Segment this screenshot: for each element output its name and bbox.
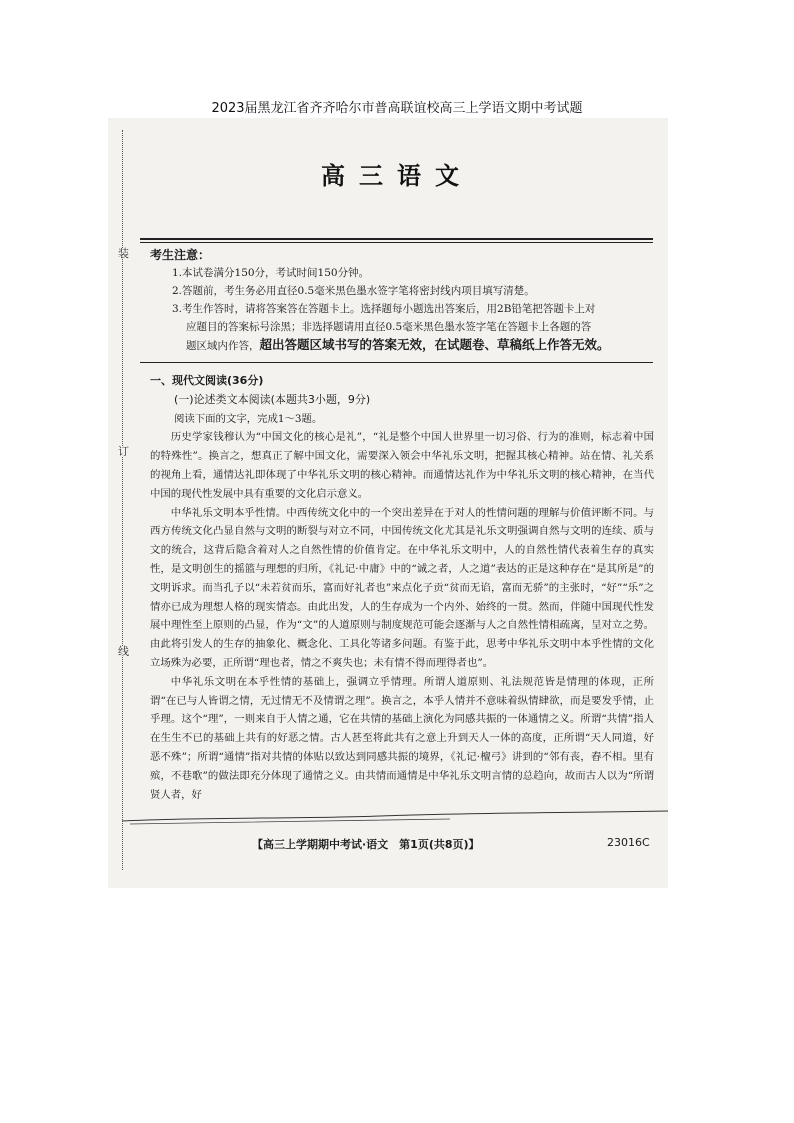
notice-item-3: 3.考生作答时，请将答案答在答题卡上。选择题每小题选出答案后，用2B铅笔把答题卡上对: [172, 303, 596, 315]
binding-line: [122, 130, 123, 870]
notice-separator: [140, 362, 653, 363]
binding-mark-ding: 订: [118, 445, 129, 458]
document-title: 2023届黑龙江省齐齐哈尔市普高联谊校高三上学语文期中考试题: [211, 101, 583, 116]
subsection-heading: (一)论述类文本阅读(本题共3小题，9分): [174, 392, 371, 406]
section-heading: 一、现代文阅读(36分): [150, 374, 264, 387]
binding-mark-xian: 线: [118, 645, 129, 658]
passage-paragraph-1: 历史学家钱穆认为“中国文化的核心是礼”，“礼是整个中国人世界里一切习俗、行为的准则，标志着中国的特殊性”。换言之，想真正了解中国文化，需要深入领会中华礼乐文明，把握其核心精神。站在情、礼关系的视角上看，通情达礼即体现了中华礼乐文明的核心精神。而通情达礼作为中华礼乐文明的核心精神，在当代中国的现代性发展中具有重要的文化启示意义。: [150, 431, 654, 500]
notice-warning-bold: 超出答题区域书写的答案无效，在试题卷、草稿纸上作答无效。: [259, 337, 610, 352]
binding-mark-zhuang: 装: [118, 247, 129, 260]
notice-item-1: 1.本试卷满分150分，考试时间150分钟。: [172, 267, 370, 279]
notice-item-3-cont: 应题目的答案标号涂黑；非选择题请用直径0.5毫米黑色墨水签字笔在答题卡上各题的答: [186, 321, 592, 333]
footer-exam-code: 23016C: [607, 836, 650, 849]
passage-paragraph-2: 中华礼乐文明本乎性情。中西传统文化中的一个突出差异在于对人的性情问题的理解与价值评断不同。与西方传统文化凸显自然与文明的断裂与对立不同，中国传统文化尤其是礼乐文明强调自然与文明的连续、质与文的统合，这背后隐含着对人之自然性情的价值肯定。在中华礼乐文明中，人的自然性情代表着生存的真实性，是文明创生的摇篮与理想的归所，《礼记·中庸》中的“诚之者，人之道”表达的正是这种存在“是其所是”的文明诉求。而当孔子以“未若贫而乐，富而好礼者也”来点化子贡“贫而无谄，富而无骄”的主张时，“好”“乐”之情亦已成为理想人格的现实情态。由此出发，人的生存成为一个内外、始终的一贯。然而，伴随中国现代性发展中理性至上原则的凸显，作为“文”的人道原则与制度规范可能会逐渐与人之自然性情相疏离，呈对立之势。由此将引发人的生存的抽象化、概念化、工具化等诸多问题。有鉴于此，思考中华礼乐文明中本乎性情的文化立场殊为必要，正所谓“理也者，情之不爽失也；未有情不得而理得者也”。: [150, 506, 654, 669]
reading-section: [150, 372, 654, 804]
exam-notice: [150, 246, 650, 355]
passage-paragraph-3: 中华礼乐文明在本乎性情的基础上，强调立乎情理。所谓人道原则、礼法规范皆是情理的体现，正所谓“在已与人皆谓之情，无过情无不及情谓之理”。换言之，本乎人情并不意味着纵情肆欲，而是要发乎情，止乎理。这个“理”，一则来自于人情之通，它在共情的基础上演化为同感共振的一体通情之义。所谓“共情”指人在生生不已的基础上共有的好恶之情。古人甚至将此共有之意上升到天人一体的高度，正所谓“天人同道，好恶不殊”；所谓“通情”指对共情的体贴以致达到同感共振的境界，《礼记·檀弓》讲到的“邻有丧，舂不相。里有殡，不巷歌”的做法即充分体现了通情之义。由共情而通情是中华礼乐文明言情的总趋向，故而古人以为“所谓贤人者，好: [150, 675, 654, 801]
notice-item-3-plain: 题区域内作答，: [186, 340, 260, 352]
notice-item-2: 2.答题前，考生务必用直径0.5毫米黑色墨水签字笔将密封线内项目填写清楚。: [172, 285, 535, 297]
notice-item-3-end: [150, 336, 650, 355]
header-rule-thick: [140, 238, 653, 240]
subject-title: 高三语文: [321, 161, 473, 190]
handwritten-strike-mark: [120, 807, 670, 827]
footer-page-label: 【高三上学期期中考试·语文 第1页(共8页)】: [252, 838, 480, 851]
reading-instruction: 阅读下面的文字，完成1～3题。: [174, 412, 323, 425]
header-rule-thin: [140, 242, 653, 243]
notice-title: 考生注意：: [150, 248, 211, 262]
